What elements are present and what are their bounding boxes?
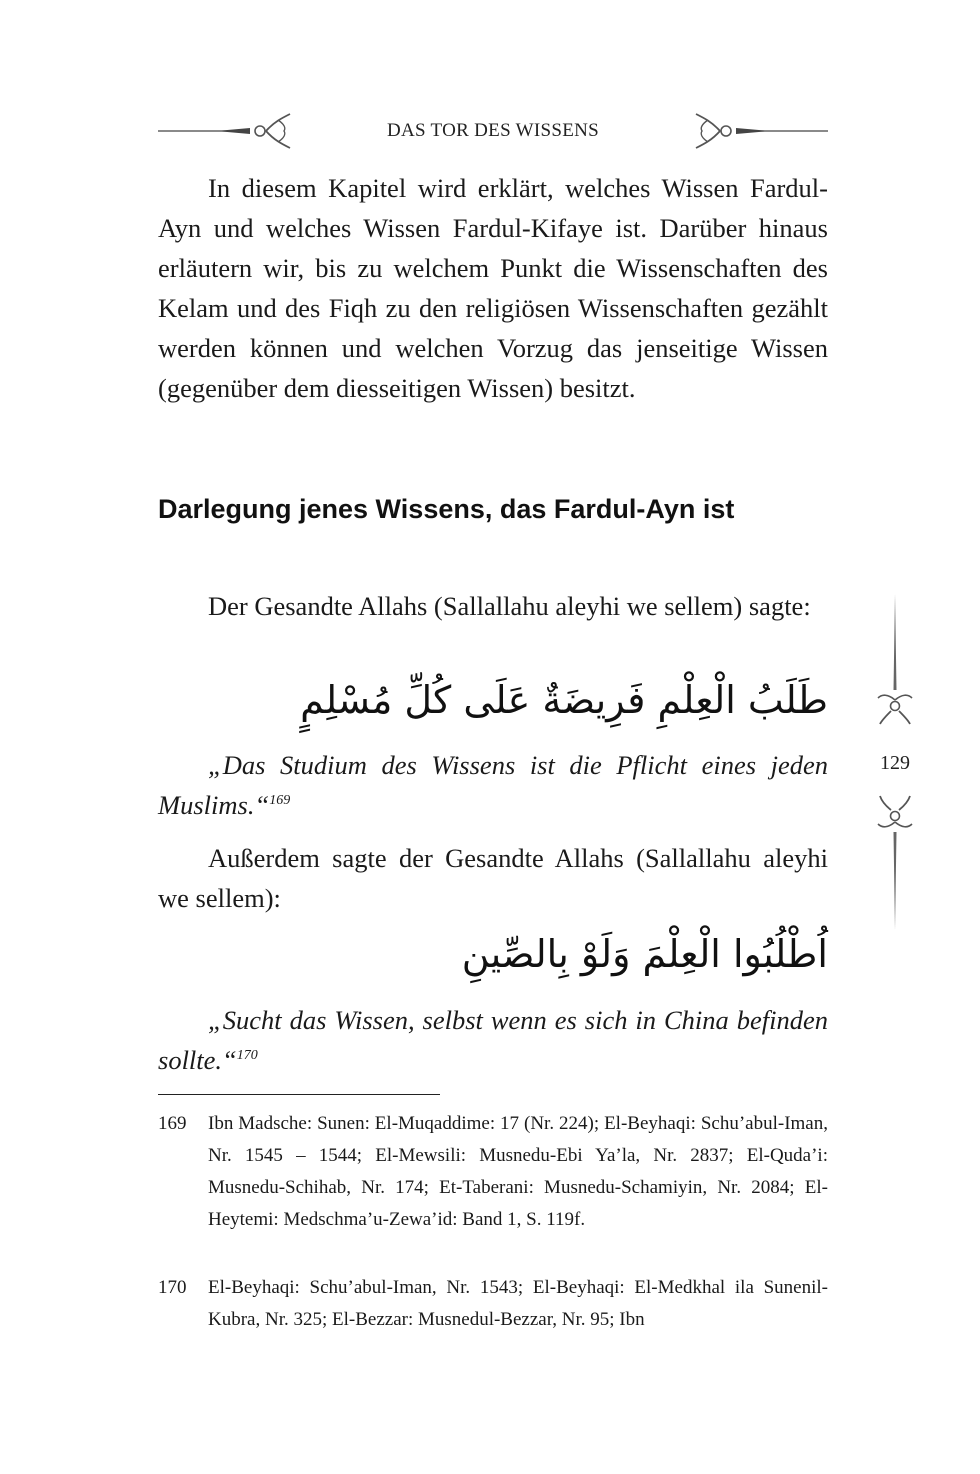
header-ornament-right-icon <box>688 108 828 154</box>
footnote-number: 169 <box>158 1113 187 1134</box>
footnote-169 <box>158 1108 828 1236</box>
page-number: 129 <box>880 752 910 774</box>
footnote-ref-170[interactable]: 170 <box>236 1048 258 1063</box>
hadith-2-translation <box>158 1000 828 1080</box>
footnote-170 <box>158 1272 828 1336</box>
running-header <box>158 108 828 154</box>
hadith-1-translation-text: „Das Studium des Wissens ist die Pflicht eines jeden Muslims.“ <box>158 750 828 820</box>
hadith-1-translation <box>158 745 828 825</box>
running-header-title: DAS TOR DES WISSENS <box>386 120 600 141</box>
side-page-marker <box>870 594 920 930</box>
prophet-said-paragraph: Der Gesandte Allahs (Sallallahu aleyhi we sellem) sagte: <box>208 591 811 621</box>
side-ornament-bottom-icon <box>870 790 920 930</box>
footnote-ref-169[interactable]: 169 <box>269 793 291 808</box>
side-ornament-top-icon <box>870 594 920 734</box>
footnote-number: 170 <box>158 1277 187 1298</box>
footnote-divider <box>158 1094 440 1095</box>
hadith-2-translation-text: „Sucht das Wissen, selbst wenn es sich in China befinden sollte.“ <box>158 1005 828 1075</box>
intro-paragraph: In diesem Kapitel wird erklärt, welches Wissen Fardul-Ayn und welches Wissen Fardul-Kifaye ist. Darüber hinaus erläutern wir, bis zu welchem Punkt die Wissenschaften des Kelam und des Fiqh zu den religiösen Wissenschaften gezählt werden können und welchen Vorzug das jenseitige Wissen (gegenüber dem diesseitigen Wissen) besitzt. <box>158 173 828 403</box>
section-heading: Darlegung jenes Wissens, das Fardul-Ayn ist <box>158 494 735 524</box>
footnote-text: El-Beyhaqi: Schu’abul-Iman, Nr. 1543; El-Beyhaqi: El-Medkhal ila Sunenil-Kubra, Nr. 325; El-Bezzar: Musnedul-Bezzar, Nr. 95; Ibn <box>208 1277 828 1330</box>
hadith-2-arabic: اُطْلُبُوا الْعِلْمَ وَلَوْ بِالصِّينِ <box>461 932 828 976</box>
footnote-text: Ibn Madsche: Sunen: El-Muqaddime: 17 (Nr. 224); El-Beyhaqi: Schu’abul-Iman, Nr. 1545 – 1544; El-Mewsili: Musnedu-Ebi Ya’la, Nr. 2837; El-Quda’i: Musnedu-Schihab, Nr. 174; Et-Taberani: Musnedu-Schamiyin, Nr. 2084; El-Heytemi: Medschma’u-Zewa’id: Band 1, S. 119f. <box>208 1113 828 1230</box>
hadith-1-arabic: طَلَبُ الْعِلْمِ فَرِيضَةٌ عَلَى كُلِّ مُسْلِمٍ <box>300 678 828 722</box>
prophet-also-said-paragraph: Außerdem sagte der Gesandte Allahs (Sallallahu aleyhi we sellem): <box>158 843 828 913</box>
